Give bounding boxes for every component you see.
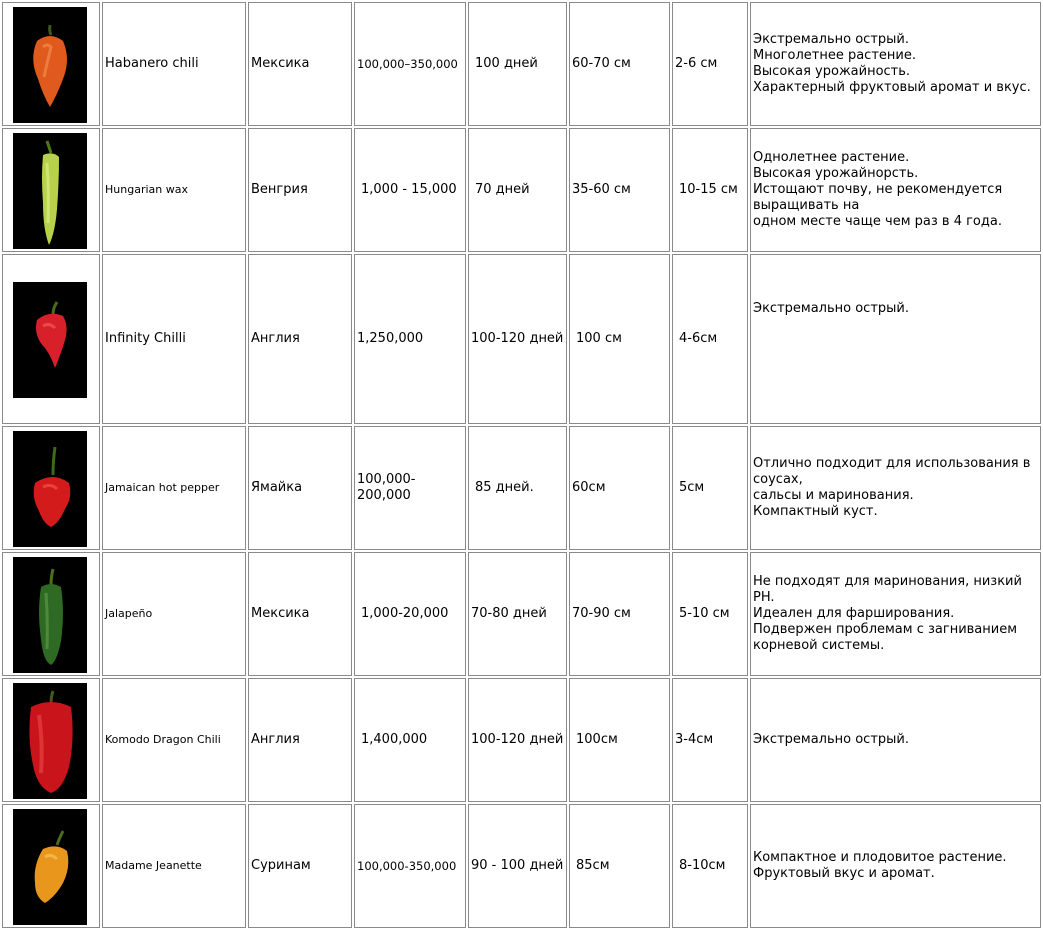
days: 100-120 дней bbox=[468, 254, 567, 424]
note-line: Отлично подходит для использования в соусах, bbox=[753, 456, 1031, 487]
scoville: 1,250,000 bbox=[354, 254, 466, 424]
note-line: корневой системы. bbox=[753, 638, 885, 653]
photo-cell bbox=[2, 2, 100, 126]
note-line: одном месте чаще чем раз в 4 года. bbox=[753, 214, 1002, 229]
note-line: Не подходят для маринования, низкий PH. bbox=[753, 574, 1022, 605]
days: 100 дней bbox=[468, 2, 567, 126]
pepper-name: Jamaican hot pepper bbox=[102, 426, 246, 550]
note-line: Характерный фруктовый аромат и вкус. bbox=[753, 80, 1031, 95]
table-row bbox=[2, 426, 1041, 550]
note-line: Многолетнее растение. bbox=[753, 48, 916, 63]
fruit-size: 5-10 см bbox=[672, 552, 748, 676]
table-row bbox=[2, 254, 1041, 424]
photo-cell bbox=[2, 426, 100, 550]
notes bbox=[750, 254, 1041, 424]
table-row bbox=[2, 804, 1041, 928]
plant-height: 100 см bbox=[569, 254, 670, 424]
days: 85 дней. bbox=[468, 426, 567, 550]
note-line: Компактное и плодовитое растение. bbox=[753, 850, 1007, 865]
plant-height: 35-60 см bbox=[569, 128, 670, 252]
note-line: Компактный куст. bbox=[753, 504, 878, 519]
pepper-photo bbox=[13, 809, 87, 925]
pepper-name: Hungarian wax bbox=[102, 128, 246, 252]
table-row bbox=[2, 2, 1041, 126]
country: Венгрия bbox=[248, 128, 352, 252]
pepper-name: Madame Jeanette bbox=[102, 804, 246, 928]
days: 70-80 дней bbox=[468, 552, 567, 676]
note-line: Подвержен проблемам с загниванием bbox=[753, 622, 1018, 637]
note-line: Экстремально острый. bbox=[753, 32, 909, 47]
pepper-name: Habanero chili bbox=[102, 2, 246, 126]
scoville: 100,000-350,000 bbox=[354, 804, 466, 928]
note-line: Экстремально острый. bbox=[753, 301, 909, 316]
days: 100-120 дней bbox=[468, 678, 567, 802]
scoville: 100,000-200,000 bbox=[354, 426, 466, 550]
notes bbox=[750, 804, 1041, 928]
photo-cell bbox=[2, 552, 100, 676]
photo-cell bbox=[2, 128, 100, 252]
photo-cell bbox=[2, 678, 100, 802]
fruit-size: 3-4см bbox=[672, 678, 748, 802]
days: 90 - 100 дней bbox=[468, 804, 567, 928]
pepper-name: Komodo Dragon Chili bbox=[102, 678, 246, 802]
notes bbox=[750, 426, 1041, 550]
note-line: Истощают почву, не рекомендуется выращивать на bbox=[753, 182, 1003, 213]
table-row bbox=[2, 552, 1041, 676]
notes bbox=[750, 678, 1041, 802]
country: Мексика bbox=[248, 2, 352, 126]
note-line: Однолетнее растение. bbox=[753, 150, 910, 165]
country: Англия bbox=[248, 254, 352, 424]
note-line: Высокая урожайнорсть. bbox=[753, 166, 919, 181]
scoville: 100,000–350,000 bbox=[354, 2, 466, 126]
pepper-photo bbox=[13, 683, 87, 799]
notes bbox=[750, 552, 1041, 676]
note-line: Экстремально острый. bbox=[753, 732, 909, 747]
note-line: сальсы и маринования. bbox=[753, 488, 914, 503]
country: Ямайка bbox=[248, 426, 352, 550]
photo-cell bbox=[2, 254, 100, 424]
table-row bbox=[2, 678, 1041, 802]
plant-height: 85см bbox=[569, 804, 670, 928]
fruit-size: 5см bbox=[672, 426, 748, 550]
pepper-photo bbox=[13, 7, 87, 123]
fruit-size: 2-6 см bbox=[672, 2, 748, 126]
days: 70 дней bbox=[468, 128, 567, 252]
plant-height: 60см bbox=[569, 426, 670, 550]
note-line: Высокая урожайность. bbox=[753, 64, 911, 79]
notes bbox=[750, 2, 1041, 126]
pepper-photo bbox=[13, 557, 87, 673]
fruit-size: 4-6см bbox=[672, 254, 748, 424]
notes bbox=[750, 128, 1041, 252]
photo-cell bbox=[2, 804, 100, 928]
note-line: Идеален для фарширования. bbox=[753, 606, 955, 621]
scoville: 1,000-20,000 bbox=[354, 552, 466, 676]
scoville: 1,400,000 bbox=[354, 678, 466, 802]
scoville: 1,000 - 15,000 bbox=[354, 128, 466, 252]
country: Англия bbox=[248, 678, 352, 802]
country: Мексика bbox=[248, 552, 352, 676]
fruit-size: 10-15 см bbox=[672, 128, 748, 252]
pepper-name: Infinity Chilli bbox=[102, 254, 246, 424]
pepper-name: Jalapeño bbox=[102, 552, 246, 676]
note-line: Фруктовый вкус и аромат. bbox=[753, 866, 935, 881]
plant-height: 70-90 см bbox=[569, 552, 670, 676]
pepper-photo bbox=[13, 133, 87, 249]
table-row bbox=[2, 128, 1041, 252]
fruit-size: 8-10см bbox=[672, 804, 748, 928]
plant-height: 60-70 см bbox=[569, 2, 670, 126]
country: Суринам bbox=[248, 804, 352, 928]
pepper-photo bbox=[13, 282, 87, 398]
plant-height: 100см bbox=[569, 678, 670, 802]
pepper-photo bbox=[13, 431, 87, 547]
